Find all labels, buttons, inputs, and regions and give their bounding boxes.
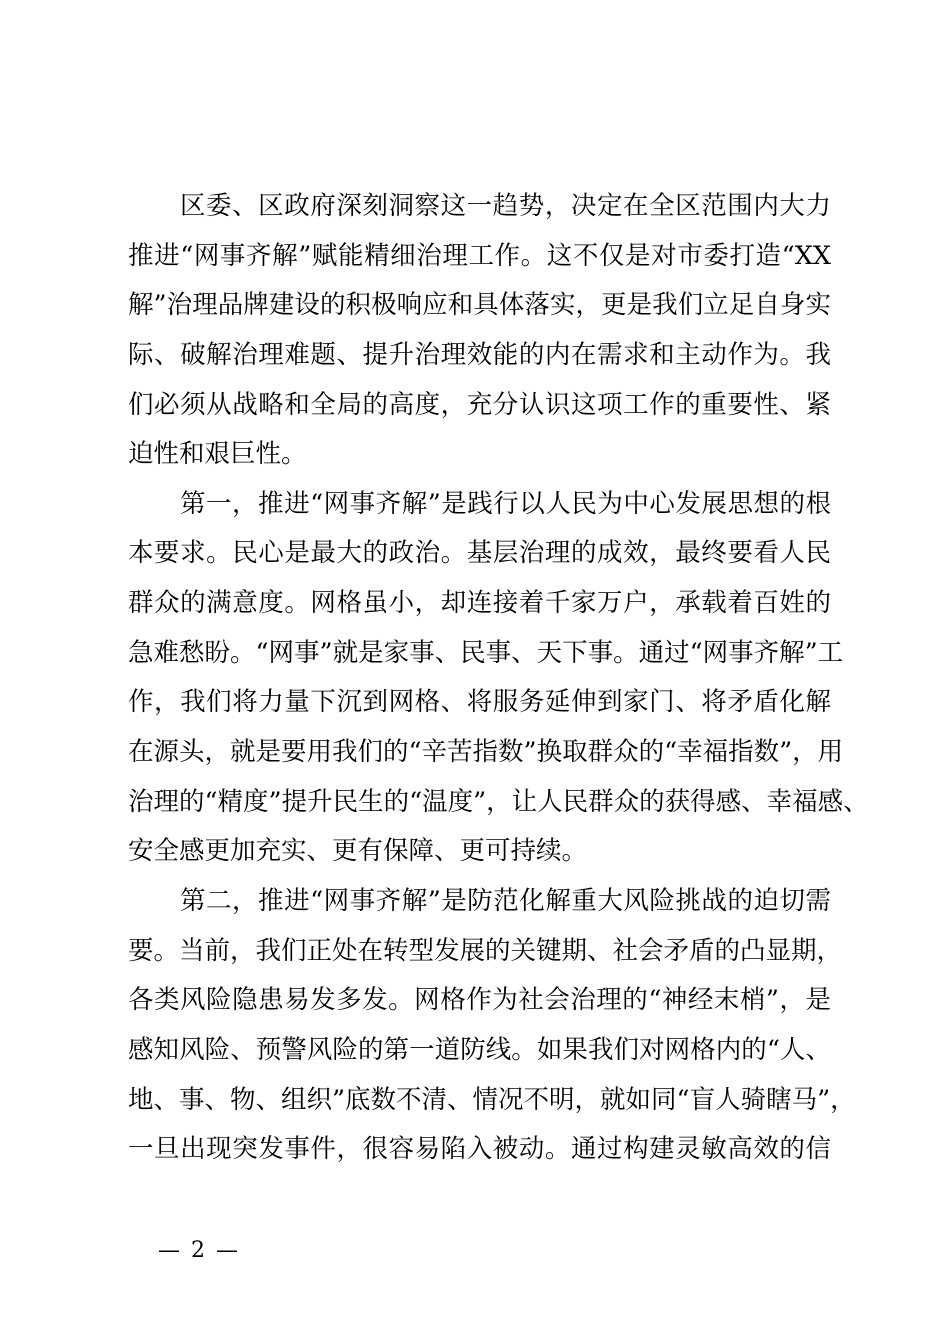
text-line: 解”治理品牌建设的积极响应和具体落实，更是我们立足自身实 <box>128 290 831 321</box>
paragraph-1 <box>128 182 831 480</box>
text-line: 安全感更加充实、更有保障、更可持续。 <box>128 836 588 867</box>
text-line: 第一，推进“网事齐解”是践行以人民为中心发展思想的根 <box>180 488 831 519</box>
text-line: 推进“网事齐解”赋能精细治理工作。这不仅是对市委打造“XX <box>128 240 831 271</box>
text-line: 第二，推进“网事齐解”是防范化解重大风险挑战的迫切需 <box>180 885 831 916</box>
text-line: 区委、区政府深刻洞察这一趋势，决定在全区范围内大力 <box>180 191 831 221</box>
text-line: 急难愁盼。“网事”就是家事、民事、天下事。通过“网事齐解”工 <box>128 637 844 668</box>
text-line: 治理的“精度”提升民生的“温度”，让人民群众的获得感、幸福感、 <box>128 786 869 817</box>
page-number: — 2 — <box>158 1238 240 1263</box>
text-line: 地、事、物、组织”底数不清、情况不明，就如同“盲人骑瞎马”， <box>128 1084 856 1115</box>
text-line: 群众的满意度。网格虽小，却连接着千家万户，承载着百姓的 <box>128 588 831 619</box>
text-line: 迫性和艰巨性。 <box>128 439 307 470</box>
text-line: 一旦出现突发事件，很容易陷入被动。通过构建灵敏高效的信 <box>128 1134 831 1165</box>
text-line: 作，我们将力量下沉到网格、将服务延伸到家门、将矛盾化解 <box>128 687 831 718</box>
text-line: 要。当前，我们正处在转型发展的关键期、社会矛盾的凸显期， <box>128 935 843 966</box>
text-line: 们必须从战略和全局的高度，充分认识这项工作的重要性、紧 <box>128 389 831 420</box>
text-line: 感知风险、预警风险的第一道防线。如果我们对网格内的“人、 <box>128 1034 831 1065</box>
text-line: 际、破解治理难题、提升治理效能的内在需求和主动作为。我 <box>128 339 831 370</box>
text-line: 本要求。民心是最大的政治。基层治理的成效，最终要看人民 <box>128 538 831 569</box>
document-body <box>128 182 869 1175</box>
paragraph-3 <box>128 877 856 1175</box>
text-line: 在源头，就是要用我们的“辛苦指数”换取群众的“幸福指数”，用 <box>128 737 844 768</box>
text-line: 各类风险隐患易发多发。网格作为社会治理的“神经末梢”，是 <box>128 985 831 1016</box>
paragraph-2 <box>128 480 869 877</box>
